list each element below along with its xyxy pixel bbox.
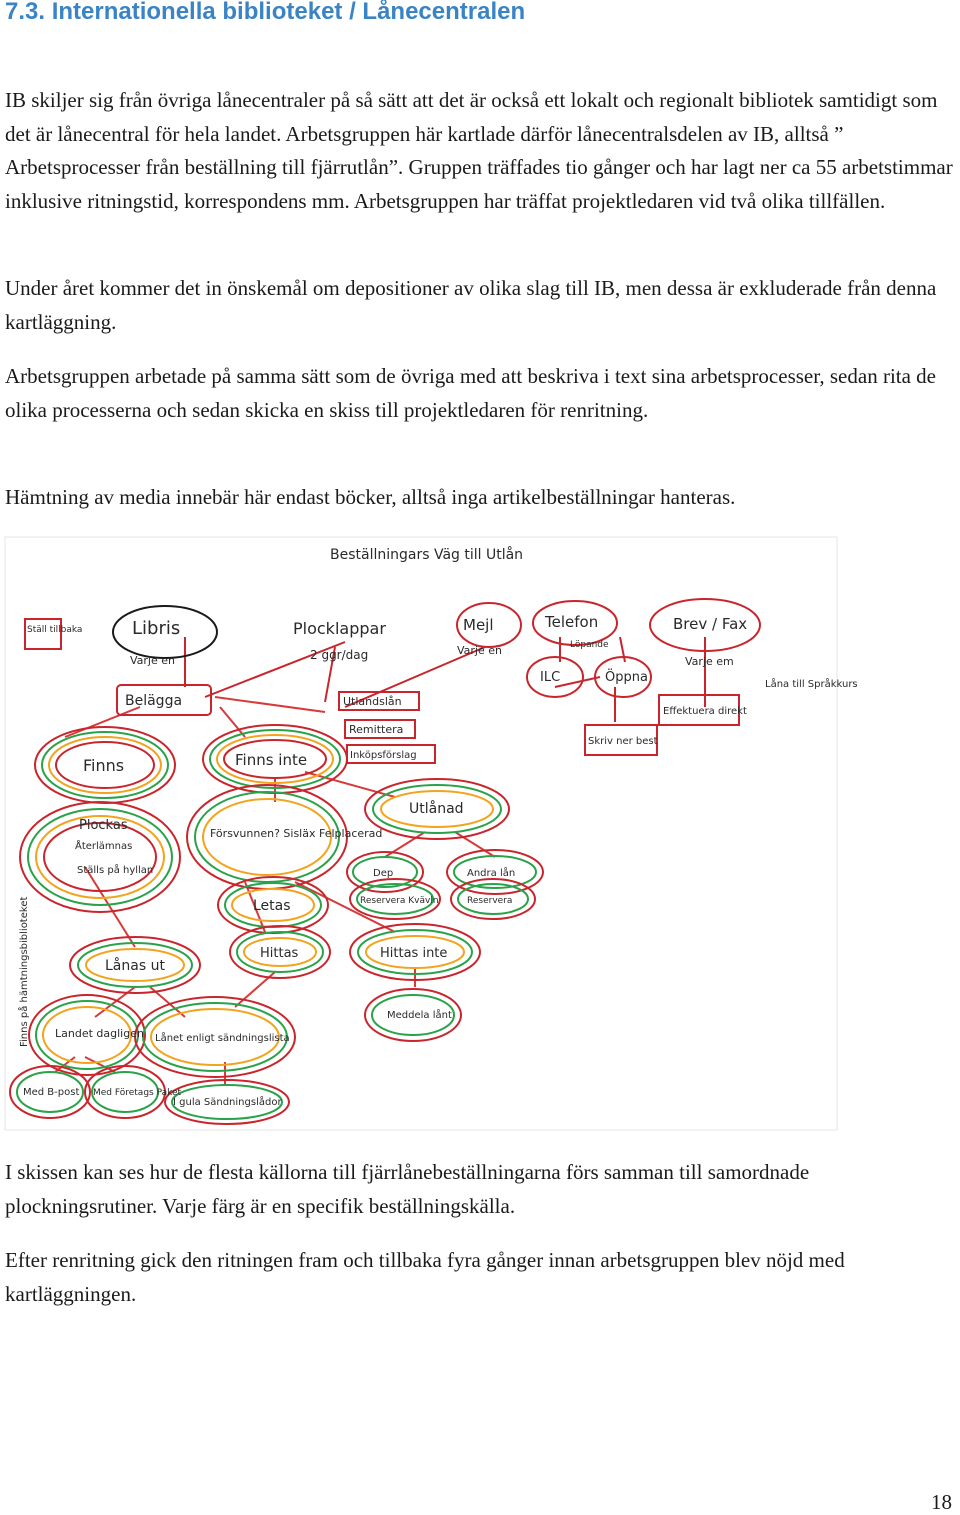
node-belagga: Belägga [125,693,183,709]
section-heading: 7.3. Internationella biblioteket / Lånecentralen [5,0,526,25]
node-ilc: ILC [540,670,561,685]
node-finns: Finns [83,756,125,775]
node-varje-em: Varje em [685,655,734,668]
node-ggr-dag: 2 ggr/dag [310,648,369,662]
paragraph-method: Arbetsgruppen arbetade på samma sätt som de övriga med att beskriva i text sina arbetsprocesser, sedan rita de olika processerna och sedan skicka en skiss till projektledaren för renritning. [5,364,937,422]
node-mejl: Mejl [463,616,494,634]
page-number: 18 [931,1490,952,1514]
paragraph-depositions: Under året kommer det in önskemål om depositioner av olika slag till IB, men dessa är exkluderade från denna kartläggning. [5,276,937,334]
node-lopande: Löpande [570,640,609,650]
node-i-gula: I gula Sändningslådor [173,1097,282,1108]
node-andra-lan: Andra lån [467,868,516,879]
paragraph-renritning: Efter renritning gick den ritningen fram och tillbaka fyra gånger innan arbetsgruppen blev nöjd med kartläggningen. [5,1248,845,1306]
process-sketch-figure [5,537,858,1130]
node-forsvunnen: Försvunnen? Sisläx Felplacerad [210,827,383,840]
node-stalls-pa-hyllan: Ställs på hyllan [77,865,154,876]
node-hittas-inte: Hittas inte [380,946,448,961]
node-remittera: Remittera [349,723,404,736]
node-lanet-enligt: Lånet enligt sändningslista [155,1033,290,1044]
node-varje-en-1: Varje en [130,654,175,667]
node-hittas: Hittas [260,946,299,961]
node-brev-fax: Brev / Fax [673,615,748,633]
node-effektuera-direkt: Effektuera direkt [663,706,747,717]
node-atervanmas: Återlämnas [75,841,133,852]
node-dep: Dep [373,868,394,879]
node-lana-till-sprakkurs: Låna till Språkkurs [765,679,858,690]
node-landet-dagligen: Landet dagligen [55,1027,144,1040]
node-reservera-kvarvln: Reservera Kvävln [360,896,439,906]
node-med-foretags-paket: Med Företags Paket [93,1088,182,1098]
node-finns-inte: Finns inte [235,751,308,769]
sketch-side-left: Ställ tillbaka [27,625,83,635]
node-med-b-post: Med B-post [23,1087,80,1098]
node-inkopsforslag: Inköpsförslag [350,750,417,761]
process-sketch [5,537,858,1130]
paragraph-intro: IB skiljer sig från övriga lånecentraler på så sätt att det är också ett lokalt och regionalt bibliotek samtidigt som det är lånecentral för hela landet. Arbetsgruppen här kartlade därför lånecentralsdelen av IB, alltså ” Arbetsprocesser från beställning till fjärrutlån”. Gruppen träffades tio gånger och har lagt ner ca 55 arbetstimmar inklusive ritningstid, korrespondens mm. Arbetsgruppen har träffat projektledaren vid två olika tillfällen. [5,88,953,213]
node-oppna: Öppna [605,670,648,685]
node-reservera: Reservera [467,896,513,906]
node-utlanad: Utlånad [409,801,464,817]
node-meddela-lant: Meddela lånt [387,1010,452,1021]
node-utlandslan: Utlandslån [343,695,402,708]
sketch-side-vertical: Finns på hämtningsbiblioteket [19,896,30,1047]
paragraph-media: Hämtning av media innebär här endast böcker, alltså inga artikelbeställningar hanteras. [5,485,736,509]
node-letas: Letas [253,898,291,914]
node-libris: Libris [132,618,181,639]
node-lanas-ut: Lånas ut [105,958,165,974]
node-varje-en-2: Varje en [457,644,502,657]
sketch-title: Beställningars Väg till Utlån [330,547,524,563]
paragraph-sketch-description: I skissen kan ses hur de flesta källorna till fjärrlånebeställningarna förs samman till samordnade plockningsrutiner. Varje färg är en specifik beställningskälla. [5,1160,810,1218]
node-plockas: Plockas [79,818,128,833]
node-skriv-ner-best: Skriv ner best [588,736,658,747]
node-plocklappar: Plocklappar [293,619,386,638]
node-telefon: Telefon [545,613,599,631]
